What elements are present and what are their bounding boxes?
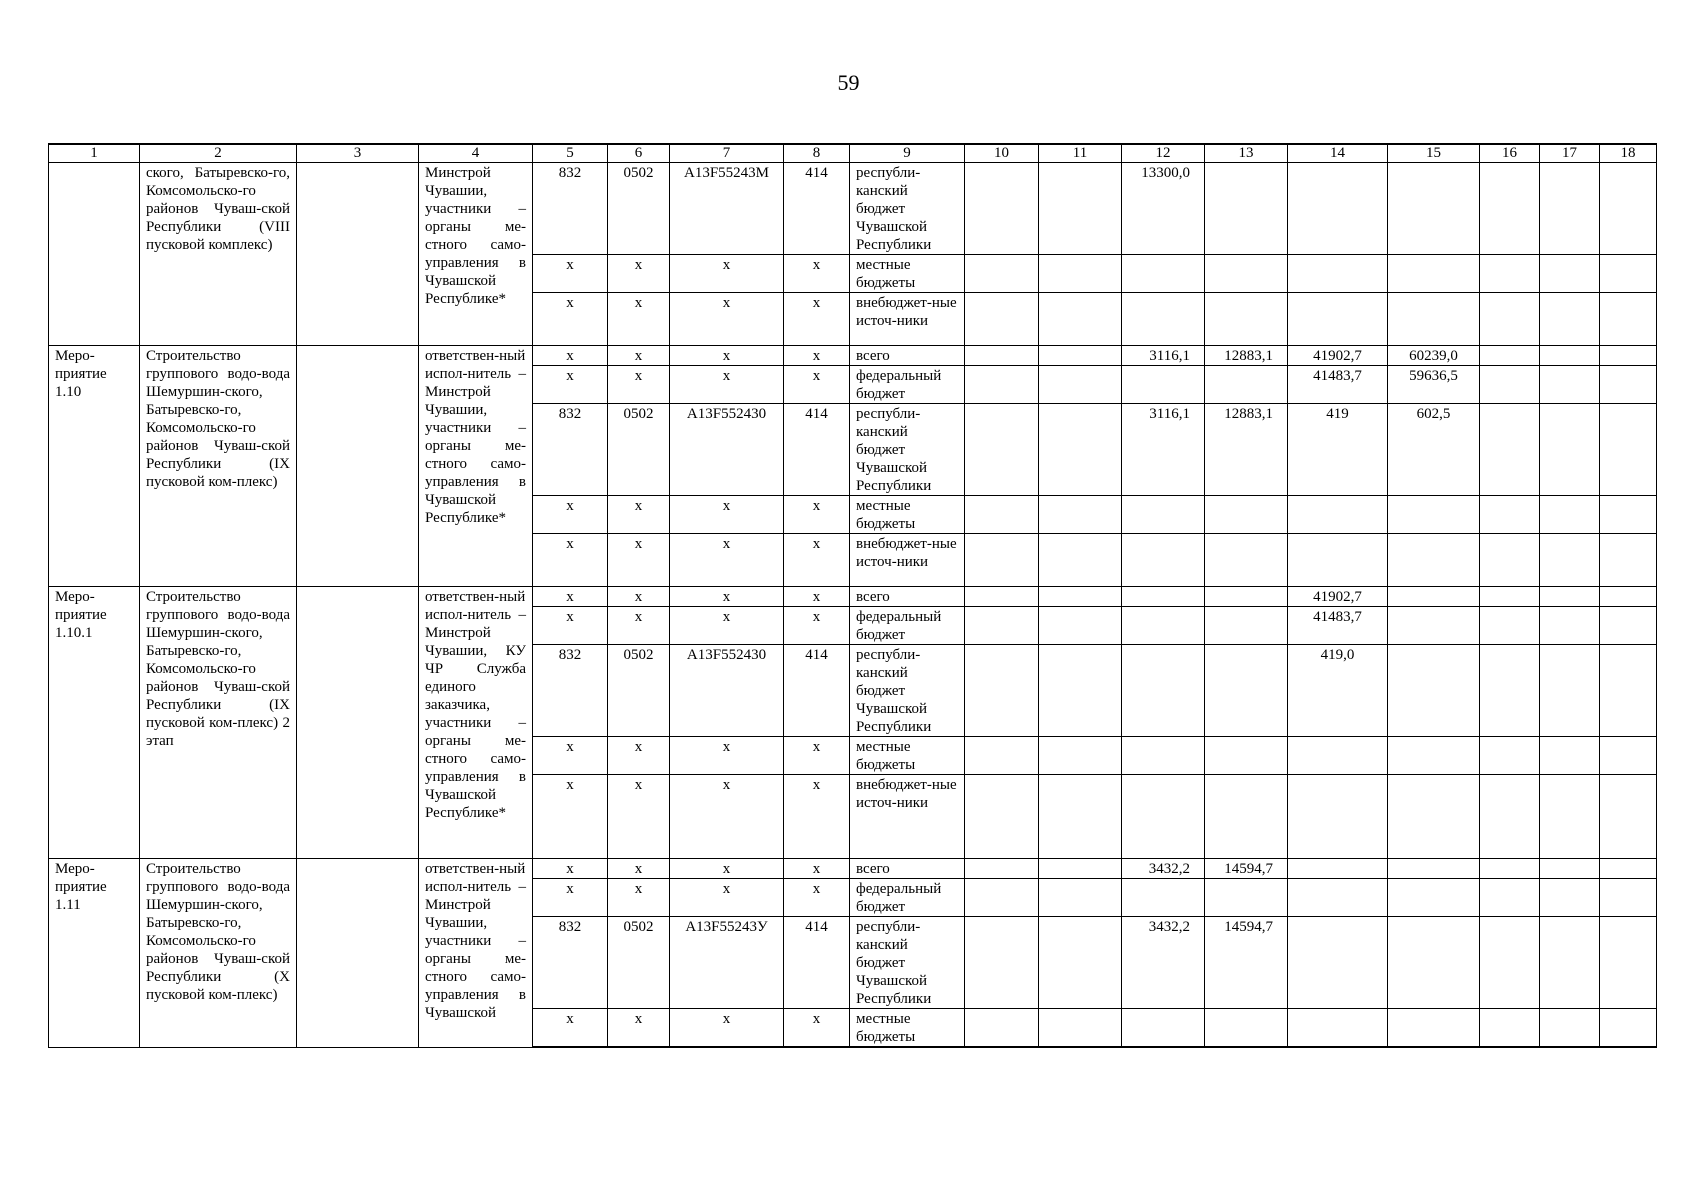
value-cell-c15 xyxy=(1388,163,1480,255)
value-cell-c16 xyxy=(1480,496,1540,534)
value-cell-c18 xyxy=(1600,607,1657,645)
value-cell-c7: х xyxy=(670,496,784,534)
measure-name-cell: Строительство группового водо-вода Шемуршин-ского, Батыревско-го, Комсомольско-го районов Чуваш-ской Республики (Х пусковой ком-плекс) xyxy=(140,859,297,1048)
value-cell-c8: х xyxy=(784,255,850,293)
column-header: 13 xyxy=(1205,144,1288,163)
value-cell-c16 xyxy=(1480,917,1540,1009)
value-cell-c15 xyxy=(1388,534,1480,587)
value-cell-c17 xyxy=(1540,587,1600,607)
value-cell-c10 xyxy=(965,607,1039,645)
value-cell-c17 xyxy=(1540,917,1600,1009)
value-cell-c12 xyxy=(1122,496,1205,534)
value-cell-c16 xyxy=(1480,859,1540,879)
value-cell-c13 xyxy=(1205,775,1288,859)
table-row xyxy=(49,587,1657,607)
column-header: 9 xyxy=(850,144,965,163)
value-cell-c8: х xyxy=(784,775,850,859)
value-cell-c13 xyxy=(1205,496,1288,534)
value-cell-c9: местные бюджеты xyxy=(850,255,965,293)
value-cell-c16 xyxy=(1480,1009,1540,1048)
column-header: 15 xyxy=(1388,144,1480,163)
measure-id-cell xyxy=(49,163,140,346)
value-cell-c8: х xyxy=(784,737,850,775)
value-cell-c8: х xyxy=(784,1009,850,1048)
value-cell-c6: х xyxy=(608,1009,670,1048)
value-cell-c5: 832 xyxy=(533,917,608,1009)
value-cell-c9: местные бюджеты xyxy=(850,1009,965,1048)
value-cell-c11 xyxy=(1039,859,1122,879)
value-cell-c7: А13F55243М xyxy=(670,163,784,255)
value-cell-c17 xyxy=(1540,1009,1600,1048)
value-cell-c14: 41483,7 xyxy=(1288,607,1388,645)
value-cell-c11 xyxy=(1039,917,1122,1009)
value-cell-c11 xyxy=(1039,404,1122,496)
value-cell-c9: внебюджет-ные источ-ники xyxy=(850,293,965,346)
value-cell-c15 xyxy=(1388,1009,1480,1048)
value-cell-c10 xyxy=(965,346,1039,366)
column-header: 5 xyxy=(533,144,608,163)
value-cell-c13 xyxy=(1205,737,1288,775)
value-cell-c18 xyxy=(1600,255,1657,293)
value-cell-c17 xyxy=(1540,859,1600,879)
value-cell-c8: 414 xyxy=(784,645,850,737)
value-cell-c12: 13300,0 xyxy=(1122,163,1205,255)
value-cell-c17 xyxy=(1540,737,1600,775)
value-cell-c12 xyxy=(1122,879,1205,917)
value-cell-c5: х xyxy=(533,366,608,404)
value-cell-c7: х xyxy=(670,859,784,879)
value-cell-c18 xyxy=(1600,346,1657,366)
value-cell-c6: х xyxy=(608,607,670,645)
column-number-row xyxy=(49,144,1657,163)
executor-cell: ответствен-ный испол-нитель – Минстрой Чувашии, участники – органы ме-стного само-управления в Чувашской Республике* xyxy=(419,346,533,587)
column-header: 8 xyxy=(784,144,850,163)
value-cell-c16 xyxy=(1480,775,1540,859)
value-cell-c13 xyxy=(1205,163,1288,255)
value-cell-c7: х xyxy=(670,879,784,917)
value-cell-c12 xyxy=(1122,587,1205,607)
value-cell-c7: х xyxy=(670,775,784,859)
value-cell-c14 xyxy=(1288,775,1388,859)
value-cell-c13 xyxy=(1205,534,1288,587)
value-cell-c6: х xyxy=(608,293,670,346)
value-cell-c18 xyxy=(1600,496,1657,534)
funding-table xyxy=(48,143,1657,1048)
value-cell-c11 xyxy=(1039,607,1122,645)
value-cell-c17 xyxy=(1540,293,1600,346)
value-cell-c17 xyxy=(1540,404,1600,496)
measure-name-cell: Строительство группового водо-вода Шемуршин-ского, Батыревско-го, Комсомольско-го районов Чуваш-ской Республики (IX пусковой ком-плекс) 2 этап xyxy=(140,587,297,859)
value-cell-c15: 602,5 xyxy=(1388,404,1480,496)
table-row xyxy=(49,859,1657,879)
value-cell-c12 xyxy=(1122,293,1205,346)
value-cell-c15 xyxy=(1388,587,1480,607)
value-cell-c9: всего xyxy=(850,587,965,607)
value-cell-c12 xyxy=(1122,255,1205,293)
value-cell-c10 xyxy=(965,496,1039,534)
value-cell-c12: 3432,2 xyxy=(1122,859,1205,879)
value-cell-c7: х xyxy=(670,607,784,645)
value-cell-c10 xyxy=(965,163,1039,255)
value-cell-c9: всего xyxy=(850,346,965,366)
value-cell-c5: х xyxy=(533,1009,608,1048)
value-cell-c11 xyxy=(1039,879,1122,917)
value-cell-c14 xyxy=(1288,255,1388,293)
value-cell-c6: х xyxy=(608,496,670,534)
value-cell-c18 xyxy=(1600,534,1657,587)
value-cell-c15 xyxy=(1388,255,1480,293)
value-cell-c5: х xyxy=(533,293,608,346)
value-cell-c8: 414 xyxy=(784,404,850,496)
value-cell-c9: всего xyxy=(850,859,965,879)
value-cell-c9: внебюджет-ные источ-ники xyxy=(850,775,965,859)
column-header: 14 xyxy=(1288,144,1388,163)
value-cell-c13 xyxy=(1205,293,1288,346)
value-cell-c10 xyxy=(965,404,1039,496)
value-cell-c18 xyxy=(1600,645,1657,737)
value-cell-c7: х xyxy=(670,366,784,404)
value-cell-c15 xyxy=(1388,496,1480,534)
value-cell-c8: х xyxy=(784,346,850,366)
value-cell-c11 xyxy=(1039,534,1122,587)
value-cell-c6: х xyxy=(608,255,670,293)
column-header: 4 xyxy=(419,144,533,163)
value-cell-c13: 14594,7 xyxy=(1205,917,1288,1009)
value-cell-c8: х xyxy=(784,534,850,587)
value-cell-c16 xyxy=(1480,607,1540,645)
value-cell-c15 xyxy=(1388,607,1480,645)
value-cell-c9: местные бюджеты xyxy=(850,496,965,534)
value-cell-c10 xyxy=(965,775,1039,859)
value-cell-c14 xyxy=(1288,737,1388,775)
value-cell-c16 xyxy=(1480,587,1540,607)
column-header: 18 xyxy=(1600,144,1657,163)
value-cell-c11 xyxy=(1039,346,1122,366)
value-cell-c15 xyxy=(1388,917,1480,1009)
column-3-cell xyxy=(297,163,419,346)
value-cell-c10 xyxy=(965,255,1039,293)
value-cell-c9: федеральный бюджет xyxy=(850,607,965,645)
value-cell-c6: х xyxy=(608,879,670,917)
value-cell-c10 xyxy=(965,859,1039,879)
value-cell-c6: х xyxy=(608,775,670,859)
value-cell-c16 xyxy=(1480,645,1540,737)
column-header: 2 xyxy=(140,144,297,163)
value-cell-c18 xyxy=(1600,775,1657,859)
value-cell-c11 xyxy=(1039,1009,1122,1048)
page-number: 59 xyxy=(837,70,860,95)
value-cell-c18 xyxy=(1600,587,1657,607)
value-cell-c10 xyxy=(965,366,1039,404)
value-cell-c11 xyxy=(1039,366,1122,404)
column-header: 10 xyxy=(965,144,1039,163)
value-cell-c14 xyxy=(1288,293,1388,346)
value-cell-c10 xyxy=(965,293,1039,346)
value-cell-c14 xyxy=(1288,859,1388,879)
value-cell-c9: республи-канский бюджет Чувашской Республики xyxy=(850,917,965,1009)
value-cell-c12 xyxy=(1122,1009,1205,1048)
value-cell-c10 xyxy=(965,587,1039,607)
value-cell-c15 xyxy=(1388,859,1480,879)
value-cell-c16 xyxy=(1480,737,1540,775)
value-cell-c12 xyxy=(1122,775,1205,859)
value-cell-c7: х xyxy=(670,255,784,293)
measure-name-cell: Строительство группового водо-вода Шемуршин-ского, Батыревско-го, Комсомольско-го районов Чуваш-ской Республики (IX пусковой ком-плекс) xyxy=(140,346,297,587)
measure-id-cell: Меро-приятие 1.11 xyxy=(49,859,140,1048)
value-cell-c5: х xyxy=(533,737,608,775)
value-cell-c16 xyxy=(1480,534,1540,587)
value-cell-c8: х xyxy=(784,587,850,607)
value-cell-c11 xyxy=(1039,255,1122,293)
value-cell-c13 xyxy=(1205,587,1288,607)
value-cell-c14 xyxy=(1288,879,1388,917)
value-cell-c7: х xyxy=(670,1009,784,1048)
value-cell-c14: 419,0 xyxy=(1288,645,1388,737)
value-cell-c14: 419 xyxy=(1288,404,1388,496)
executor-cell: Минстрой Чувашии, участники – органы ме-стного само-управления в Чувашской Республике* xyxy=(419,163,533,346)
value-cell-c5: 832 xyxy=(533,645,608,737)
value-cell-c14 xyxy=(1288,1009,1388,1048)
column-3-cell xyxy=(297,859,419,1048)
value-cell-c7: х xyxy=(670,534,784,587)
value-cell-c6: 0502 xyxy=(608,163,670,255)
value-cell-c16 xyxy=(1480,163,1540,255)
value-cell-c14: 41483,7 xyxy=(1288,366,1388,404)
value-cell-c9: республи-канский бюджет Чувашской Республики xyxy=(850,404,965,496)
value-cell-c10 xyxy=(965,534,1039,587)
value-cell-c13: 12883,1 xyxy=(1205,404,1288,496)
value-cell-c15 xyxy=(1388,737,1480,775)
value-cell-c17 xyxy=(1540,534,1600,587)
value-cell-c5: х xyxy=(533,607,608,645)
value-cell-c14 xyxy=(1288,163,1388,255)
value-cell-c8: х xyxy=(784,366,850,404)
value-cell-c10 xyxy=(965,1009,1039,1048)
value-cell-c7: А13F552430 xyxy=(670,645,784,737)
value-cell-c13 xyxy=(1205,1009,1288,1048)
value-cell-c10 xyxy=(965,879,1039,917)
value-cell-c11 xyxy=(1039,163,1122,255)
value-cell-c12 xyxy=(1122,737,1205,775)
value-cell-c15 xyxy=(1388,775,1480,859)
value-cell-c18 xyxy=(1600,1009,1657,1048)
value-cell-c6: х xyxy=(608,346,670,366)
value-cell-c15: 59636,5 xyxy=(1388,366,1480,404)
value-cell-c13 xyxy=(1205,255,1288,293)
value-cell-c14 xyxy=(1288,917,1388,1009)
value-cell-c12 xyxy=(1122,366,1205,404)
value-cell-c5: х xyxy=(533,587,608,607)
value-cell-c16 xyxy=(1480,879,1540,917)
measure-name-cell: ского, Батыревско-го, Комсомольско-го районов Чуваш-ской Республики (VIII пусковой комплекс) xyxy=(140,163,297,346)
value-cell-c16 xyxy=(1480,255,1540,293)
value-cell-c15 xyxy=(1388,879,1480,917)
value-cell-c18 xyxy=(1600,404,1657,496)
value-cell-c17 xyxy=(1540,366,1600,404)
executor-cell: ответствен-ный испол-нитель – Минстрой Чувашии, КУ ЧР Служба единого заказчика, участники – органы ме-стного само-управления в Чувашской Республике* xyxy=(419,587,533,859)
value-cell-c7: х xyxy=(670,737,784,775)
value-cell-c18 xyxy=(1600,366,1657,404)
value-cell-c12: 3116,1 xyxy=(1122,346,1205,366)
value-cell-c7: х xyxy=(670,346,784,366)
value-cell-c7: х xyxy=(670,293,784,346)
column-header: 17 xyxy=(1540,144,1600,163)
executor-cell: ответствен-ный испол-нитель – Минстрой Чувашии, участники – органы ме-стного само-управления в Чувашской xyxy=(419,859,533,1048)
value-cell-c17 xyxy=(1540,255,1600,293)
value-cell-c17 xyxy=(1540,496,1600,534)
value-cell-c18 xyxy=(1600,163,1657,255)
value-cell-c9: республи-канский бюджет Чувашской Республики xyxy=(850,163,965,255)
value-cell-c9: республи-канский бюджет Чувашской Республики xyxy=(850,645,965,737)
value-cell-c5: х xyxy=(533,879,608,917)
value-cell-c9: федеральный бюджет xyxy=(850,366,965,404)
value-cell-c6: х xyxy=(608,366,670,404)
value-cell-c5: х xyxy=(533,496,608,534)
value-cell-c12 xyxy=(1122,534,1205,587)
value-cell-c6: 0502 xyxy=(608,917,670,1009)
column-header: 11 xyxy=(1039,144,1122,163)
table-row xyxy=(49,163,1657,255)
value-cell-c13 xyxy=(1205,879,1288,917)
column-header: 12 xyxy=(1122,144,1205,163)
value-cell-c16 xyxy=(1480,346,1540,366)
column-3-cell xyxy=(297,587,419,859)
table-body xyxy=(49,163,1657,1048)
measure-id-cell: Меро-приятие 1.10.1 xyxy=(49,587,140,859)
value-cell-c8: х xyxy=(784,879,850,917)
value-cell-c12: 3432,2 xyxy=(1122,917,1205,1009)
value-cell-c11 xyxy=(1039,293,1122,346)
column-header: 7 xyxy=(670,144,784,163)
value-cell-c5: 832 xyxy=(533,404,608,496)
value-cell-c9: федеральный бюджет xyxy=(850,879,965,917)
measure-id-cell: Меро-приятие 1.10 xyxy=(49,346,140,587)
value-cell-c15: 60239,0 xyxy=(1388,346,1480,366)
value-cell-c18 xyxy=(1600,859,1657,879)
value-cell-c6: х xyxy=(608,737,670,775)
value-cell-c11 xyxy=(1039,737,1122,775)
column-header: 6 xyxy=(608,144,670,163)
value-cell-c11 xyxy=(1039,645,1122,737)
value-cell-c16 xyxy=(1480,366,1540,404)
value-cell-c14 xyxy=(1288,496,1388,534)
value-cell-c10 xyxy=(965,917,1039,1009)
value-cell-c11 xyxy=(1039,775,1122,859)
value-cell-c13: 12883,1 xyxy=(1205,346,1288,366)
value-cell-c6: х xyxy=(608,534,670,587)
value-cell-c17 xyxy=(1540,775,1600,859)
value-cell-c13 xyxy=(1205,645,1288,737)
value-cell-c17 xyxy=(1540,607,1600,645)
value-cell-c14: 41902,7 xyxy=(1288,587,1388,607)
table-row xyxy=(49,346,1657,366)
value-cell-c6: х xyxy=(608,587,670,607)
column-header: 3 xyxy=(297,144,419,163)
value-cell-c18 xyxy=(1600,293,1657,346)
value-cell-c12 xyxy=(1122,645,1205,737)
value-cell-c8: х xyxy=(784,496,850,534)
value-cell-c12: 3116,1 xyxy=(1122,404,1205,496)
value-cell-c16 xyxy=(1480,404,1540,496)
value-cell-c17 xyxy=(1540,346,1600,366)
value-cell-c14 xyxy=(1288,534,1388,587)
value-cell-c5: 832 xyxy=(533,163,608,255)
value-cell-c10 xyxy=(965,645,1039,737)
value-cell-c6: 0502 xyxy=(608,404,670,496)
value-cell-c7: А13F55243У xyxy=(670,917,784,1009)
value-cell-c5: х xyxy=(533,775,608,859)
value-cell-c18 xyxy=(1600,737,1657,775)
value-cell-c6: 0502 xyxy=(608,645,670,737)
value-cell-c10 xyxy=(965,737,1039,775)
value-cell-c8: х xyxy=(784,859,850,879)
value-cell-c18 xyxy=(1600,879,1657,917)
value-cell-c11 xyxy=(1039,496,1122,534)
value-cell-c13: 14594,7 xyxy=(1205,859,1288,879)
value-cell-c6: х xyxy=(608,859,670,879)
value-cell-c9: внебюджет-ные источ-ники xyxy=(850,534,965,587)
value-cell-c14: 41902,7 xyxy=(1288,346,1388,366)
value-cell-c5: х xyxy=(533,346,608,366)
value-cell-c8: х xyxy=(784,293,850,346)
value-cell-c16 xyxy=(1480,293,1540,346)
value-cell-c17 xyxy=(1540,879,1600,917)
value-cell-c7: А13F552430 xyxy=(670,404,784,496)
column-header: 16 xyxy=(1480,144,1540,163)
value-cell-c7: х xyxy=(670,587,784,607)
column-3-cell xyxy=(297,346,419,587)
value-cell-c8: х xyxy=(784,607,850,645)
value-cell-c13 xyxy=(1205,607,1288,645)
value-cell-c12 xyxy=(1122,607,1205,645)
value-cell-c5: х xyxy=(533,534,608,587)
value-cell-c11 xyxy=(1039,587,1122,607)
value-cell-c18 xyxy=(1600,917,1657,1009)
value-cell-c5: х xyxy=(533,255,608,293)
column-header: 1 xyxy=(49,144,140,163)
value-cell-c8: 414 xyxy=(784,163,850,255)
value-cell-c17 xyxy=(1540,645,1600,737)
value-cell-c17 xyxy=(1540,163,1600,255)
value-cell-c15 xyxy=(1388,293,1480,346)
value-cell-c9: местные бюджеты xyxy=(850,737,965,775)
value-cell-c13 xyxy=(1205,366,1288,404)
value-cell-c8: 414 xyxy=(784,917,850,1009)
value-cell-c15 xyxy=(1388,645,1480,737)
value-cell-c5: х xyxy=(533,859,608,879)
